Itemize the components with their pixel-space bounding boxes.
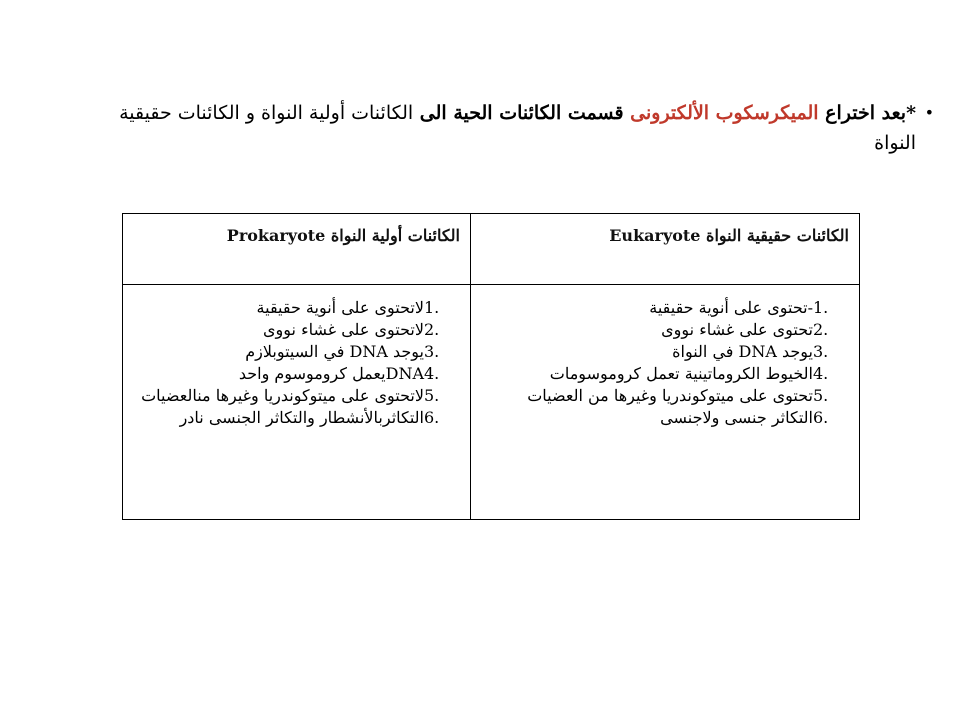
intro-part-1: بعد اختراع — [818, 102, 907, 124]
list-item: 1. لاتحتوى على أنوية حقيقية — [256, 298, 440, 317]
list-item: 5. لاتحتوى على ميتوكوندريا وغيرها منالعضيات — [141, 386, 440, 405]
intro-part-3: قسمت الكائنات الحية الى — [413, 102, 631, 124]
prokaryote-header: الكائنات أولية النواة Prokaryote — [123, 214, 471, 285]
intro-part-4: الكائنات أولية النواة و الكائنات حقيقية النواة — [119, 102, 916, 154]
list-item: 1. -تحتوى على أنوية حقيقية — [649, 298, 829, 317]
list-item: 2. تحتوى على غشاء نووى — [661, 320, 829, 339]
table-header-row — [123, 214, 860, 285]
prokaryote-cell — [123, 285, 471, 520]
list-item: 4. DNAيعمل كروموسوم واحد — [238, 364, 440, 383]
list-item: 4. الخيوط الكروماتينية تعمل كروموسومات — [549, 364, 829, 383]
intro-star: * — [906, 102, 916, 124]
list-item: 6. التكاثر جنسى ولاجنسى — [660, 408, 829, 427]
intro-paragraph — [96, 98, 934, 158]
list-item: 2. لاتحتوى على غشاء نووى — [263, 320, 440, 339]
eukaryote-cell — [471, 285, 860, 520]
list-item: 3. يوجد DNA في النواة — [672, 342, 829, 361]
eukaryote-list — [479, 297, 847, 429]
table-body-row — [123, 285, 860, 520]
list-item: 6. التكاثربالأنشطار والتكاثر الجنسى نادر — [179, 408, 440, 427]
comparison-table — [122, 213, 860, 520]
list-item: 5. تحتوى على ميتوكوندريا وغيرها من العضيات — [527, 386, 829, 405]
prokaryote-list — [131, 297, 458, 429]
intro-electron-microscope: الميكرسكوب الألكترونى — [630, 102, 819, 124]
list-item: 3. يوجد DNA في السيتوبلازم — [245, 342, 440, 361]
eukaryote-header: الكائنات حقيقية النواة Eukaryote — [471, 214, 860, 285]
bullet-icon: • — [924, 103, 934, 122]
